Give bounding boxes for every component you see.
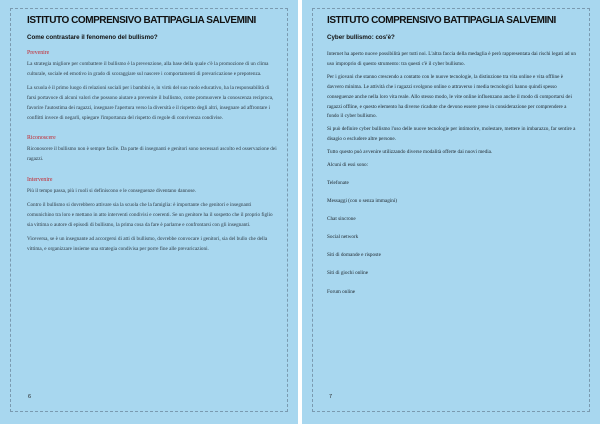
page-number: 7 — [329, 394, 333, 400]
section-subtitle: Cyber bullismo: cos'è? — [327, 34, 395, 41]
paragraph: La scuola è il primo luogo di relazioni sociali per i bambini e, in virtù del suo ruolo educativo, ha la responsabilità di farsi portavoce di alcuni valori che possono aiutare a prevenire il bullismo, come promuovere la conoscenza reciproca, favorire l'autostima dei ragazzi, insegnare l'apertura verso la diversità e il rispetto degli altri, insegnare ad affrontare i conflitti invece di negarli, spiegare l'importanza del rispetto di regole di convivenza condivise. — [27, 84, 274, 121]
paragraph: Per i giovani che stanno crescendo a contatto con le nuove tecnologie, la distinzione tra vita online e vita offline è davvero minima. Le attività che i ragazzi svolgono online o attraverso i media tecnologici hanno quindi spesso conseguenze anche nella loro vita reale. Allo stesso modo, le vite online influenzano anche il modo di comportarsi dei ragazzi offline, e questo elemento ha diverse ricadute che devono essere prese in considerazione per comprendere a fondo il cyber bullismo. — [327, 73, 572, 120]
right-page — [302, 0, 600, 424]
heading-intervenire: Intervenire — [27, 177, 53, 184]
paragraph: Più il tempo passa, più i ruoli si definiscono e le conseguenze diventano dannose. — [27, 188, 196, 195]
list-item: Forum online — [327, 288, 356, 295]
heading-riconoscere: Riconoscere — [27, 135, 56, 142]
paragraph: Tutto questo può avvenire utilizzando diverse modalità offerte dai nuovi media. — [327, 149, 493, 156]
section-subtitle: Come contrastare il fenomeno del bullismo? — [27, 34, 158, 41]
left-page-content — [27, 12, 278, 259]
right-page-content — [327, 12, 578, 306]
list-item: Siti di domande e risposte — [327, 252, 381, 259]
list-item: Messaggi (con o senza immagini) — [327, 198, 398, 205]
school-title: ISTITUTO COMPRENSIVO BATTIPAGLIA SALVEMINI — [327, 15, 556, 26]
paragraph: Contro il bullismo si dovrebbero attivare sia la scuola che la famiglia: è importante che genitori e insegnanti comunichino tra loro e mettano in atto interventi condivisi e coerenti. Se un genitore ha il sospetto che il proprio figlio sia vittima o autore di episodi di bullismo, la prima cosa da fare è parlarne e confrontarsi con gli insegnanti. — [27, 202, 273, 228]
paragraph: La strategia migliore per combattere il bullismo è la prevenzione, alla base della quale c'è la promozione di un clima culturale, sociale ed emotivo in grado di scoraggiare sul nascere i comportamenti di prevaricazione e prepotenza. — [27, 61, 269, 77]
list-item: Social network — [327, 234, 359, 241]
school-title: ISTITUTO COMPRENSIVO BATTIPAGLIA SALVEMINI — [27, 15, 256, 26]
paragraph: Viceversa, se è un insegnante ad accorgersi di atti di bullismo, dovrebbe convocare i genitori, sia del bullo che della vittima, e organizzare insieme una strategia condivisa per porre fine alle prevaricazioni. — [27, 235, 268, 252]
heading-prevenire: Prevenire — [27, 50, 50, 56]
list-intro: Alcuni di essi sono: — [327, 162, 369, 169]
list-item: Telefonate — [327, 179, 349, 186]
paragraph: Si può definire cyber bullismo l'uso delle nuove tecnologie per intimorire, molestare, mettere in imbarazzo, far sentire a disagio o escludere altre persone. — [327, 126, 576, 143]
list-item: Siti di giochi online — [327, 270, 369, 277]
left-page — [0, 0, 298, 424]
paragraph: Riconoscere il bullismo non è sempre facile. Da parte di insegnanti e genitori sono necessari ascolto ed osservazione dei ragazzi. — [27, 146, 277, 163]
page-number: 6 — [28, 394, 32, 400]
paragraph: Internet ha aperto nuove possibilità per tutti noi. L'altra faccia della medaglia è però rappresentata dai rischi legati ad un uso improprio di questo strumento: tra questi c'è il cyber bullismo. — [327, 51, 576, 67]
list-item: Chat sincrone — [327, 216, 356, 223]
